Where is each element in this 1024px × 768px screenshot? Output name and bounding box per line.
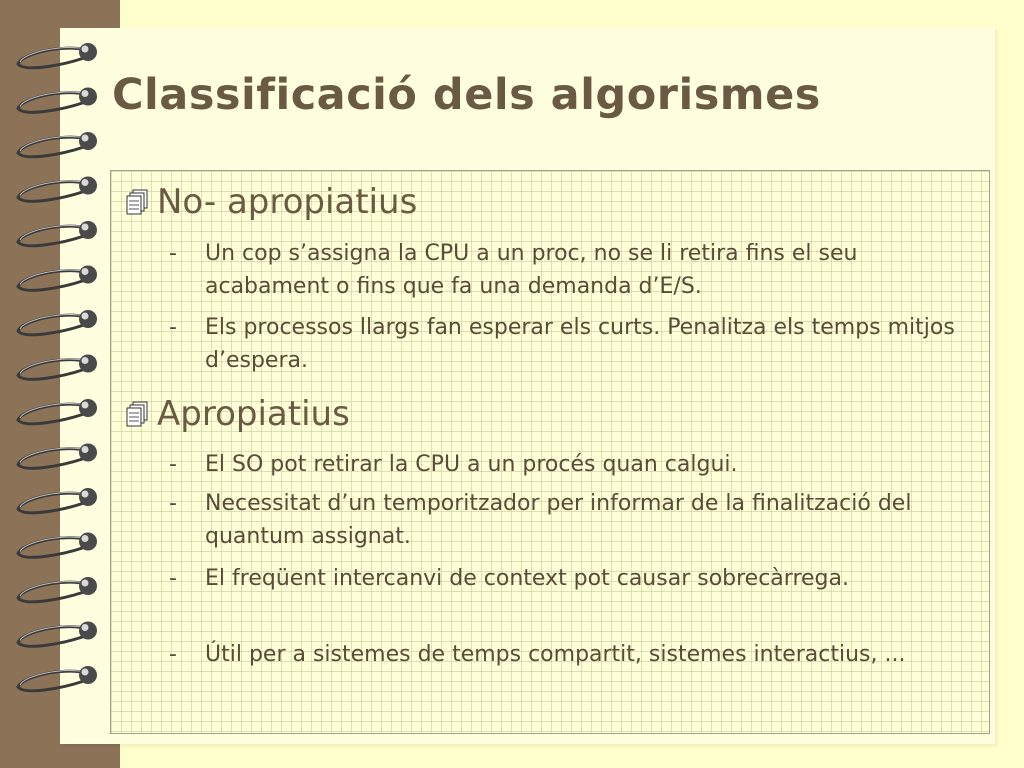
- dash-marker: -: [169, 452, 177, 477]
- slide-title: Classificació dels algorismes: [112, 70, 821, 120]
- dash-marker: -: [169, 566, 177, 591]
- binder-ring: [18, 132, 97, 157]
- binder-ring: [18, 177, 97, 202]
- binder-ring: [18, 88, 97, 113]
- list-item-text: Un cop s’assigna la CPU a un proc, no se li retira fins el seu acabament o fins que fa una demanda d’E/S.: [205, 241, 858, 299]
- binder-ring: [18, 43, 97, 68]
- binder-ring: [18, 355, 97, 380]
- dash-marker: -: [169, 315, 177, 340]
- list-item-text: El SO pot retirar la CPU a un procés quan calgui.: [205, 452, 738, 477]
- list-item: [169, 487, 979, 553]
- content-box: [110, 170, 990, 734]
- list-item: [169, 638, 979, 671]
- binder-ring: [18, 488, 97, 513]
- list-item: [169, 448, 979, 481]
- bullet-no-apropiatius: [125, 182, 418, 222]
- binder-ring: [18, 310, 97, 335]
- binder-ring: [18, 444, 97, 469]
- binder-ring: [18, 266, 97, 291]
- list-item-text: Útil per a sistemes de temps compartit, sistemes interactius, ...: [205, 642, 906, 667]
- list-item-text: Els processos llargs fan esperar els curts. Penalitza els temps mitjos d’espera.: [205, 315, 955, 373]
- section-heading: Apropiatius: [157, 394, 350, 434]
- binder-ring: [18, 577, 97, 602]
- binder-ring: [18, 666, 97, 691]
- binder-ring: [18, 399, 97, 424]
- list-item: [169, 237, 979, 303]
- list-item: [169, 311, 979, 377]
- list-item-text: El freqüent intercanvi de context pot causar sobrecàrrega.: [205, 566, 849, 591]
- dash-marker: -: [169, 241, 177, 266]
- binder-ring: [18, 622, 97, 647]
- notepad-icon: [125, 188, 151, 216]
- bullet-apropiatius: [125, 394, 350, 434]
- dash-marker: -: [169, 491, 177, 516]
- section-heading: No- apropiatius: [157, 182, 418, 222]
- spiral-rings: [0, 0, 120, 768]
- list-item: [169, 562, 979, 595]
- dash-marker: -: [169, 642, 177, 667]
- notepad-icon: [125, 400, 151, 428]
- binder-ring: [18, 533, 97, 558]
- binder-ring: [18, 221, 97, 246]
- list-item-text: Necessitat d’un temporitzador per informar de la finalització del quantum assignat.: [205, 491, 912, 549]
